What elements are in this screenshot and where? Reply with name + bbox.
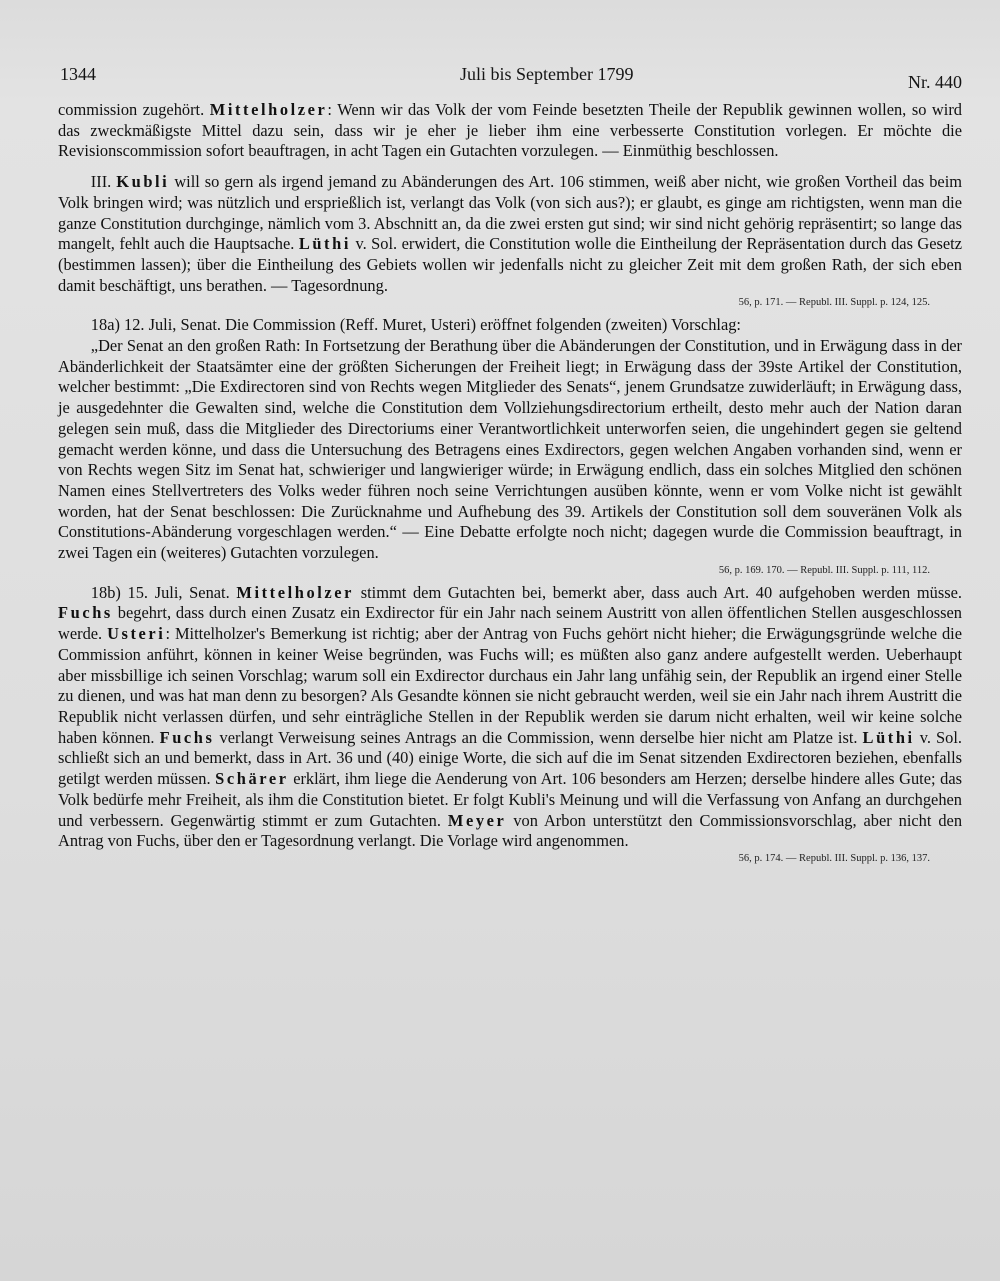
speaker-name: Fuchs bbox=[159, 727, 215, 747]
running-title: Juli bis September 1799 bbox=[460, 64, 634, 84]
page-header bbox=[52, 60, 962, 90]
speaker-name: Mittelholzer bbox=[236, 582, 355, 602]
paragraph-18a-heading: 18a) 12. Juli, Senat. Die Commission (Reff. Muret, Usteri) eröffnet folgenden (zweiten) Vorschlag: bbox=[90, 315, 741, 335]
paragraph-senate-proposal: „Der Senat an den großen Rath: In Fortsetzung der Berathung über die Abänderungen der Constitution, und in Erwägung dass in der Abänderlichkeit der Staatsämter eine der größten Sicherungen der Freiheit liegt; in Erwägung dass der 39ste Artikel der Constitution, welcher bestimmt: „Die Exdirectoren sind von Rechts wegen Mitglieder des Senats“, jenem Grundsatze zuwiderläuft; in Erwägung dass, je ausgedehnter die Gewalten sind, welche die Constitution dem Vollziehungsdirectorium ertheilt, desto mehr auch der Nation daran gelegen sein muß, dass die Mitglieder des Directoriums einer Verantwortlichkeit unterworfen seien, die ungehindert gegen sie geltend gemacht werden könne, und dass die Untersuchung des Betragens eines Exdirectors, gegen welchen Angaben vorhanden sind, wenn er von Rechts wegen Sitz im Senat hat, schwieriger und langwieriger würde; in Erwägung endlich, dass ein solches Mitglied den schönen Namen eines Stellvertreters des Volks weder führen noch seine Verrichtungen ausüben könnte, wenn er vom Volke nicht ist gewählt worden, hat der Senat beschlossen: Die Zurücknahme und Aufhebung des 39. Artikels der Constitution soll dem souveränen Volk als Constitutions-Abänderung vorgeschlagen werden.“ — Eine Debatte erfolgte noch nicht; dagegen wurde die Commission beauftragt, in zwei Tagen ein (weiteres) Gutachten vorzulegen. bbox=[58, 336, 962, 563]
paragraph-section-iii: III. Kubli will so gern als irgend jemand zu Abänderungen des Art. 106 stimmen, weiß aber nicht, wie großen Vortheil das beim Volk bringen wird; was nützlich und ersprießlich ist, verlangt das Volk (von sich aus?); er glaubt, es ginge am richtigsten, wenn man die ganze Constitution durchginge, nämlich vom 3. Abschnitt an, da die zwei ersten gut sind; wir sind nicht gehörig repräsentirt; so lange das mangelt, fehlt auch die Hauptsache. Lüthi v. Sol. erwidert, die Constitution wolle die Eintheilung der Repräsentation durch das Gesetz (bestimmen lassen); über die Eintheilung des Gebiets wollen wir jedenfalls nicht zu gleicher Zeit mit dem großen Rath, der sich eben damit beschäftigt, uns berathen. — Tagesordnung. bbox=[58, 172, 963, 295]
page-number: 1344 bbox=[60, 64, 96, 84]
document-number: Nr. 440 bbox=[908, 72, 962, 92]
paragraph-commission: commission zugehört. Mittelholzer: Wenn wir das Volk der vom Feinde besetzten Theile der Republik gewinnen wollen, so wird das zweckmäßigste Mittel dazu sein, dass wir je eher je lieber ihm eine verbesserte Constitution vorlegen. Er möchte die Revisionscommission sofort beauftragen, in acht Tagen ein Gutachten vorzulegen. — Einmüthig beschlossen. bbox=[58, 100, 962, 161]
speaker-name: Kubli bbox=[116, 172, 170, 192]
speaker-name: Usteri bbox=[107, 624, 166, 644]
source-reference: 56, p. 169. 170. — Republ. III. Suppl. p. 111, 112. bbox=[718, 564, 930, 576]
source-reference: 56, p. 174. — Republ. III. Suppl. p. 136, 137. bbox=[738, 852, 930, 864]
speaker-name: Mittelholzer bbox=[209, 100, 328, 119]
page-body bbox=[58, 100, 962, 871]
speaker-name: Meyer bbox=[447, 810, 507, 830]
source-reference: 56, p. 171. — Republ. III. Suppl. p. 124, 125. bbox=[738, 297, 930, 309]
speaker-name: Fuchs bbox=[58, 603, 113, 623]
speaker-name: Schärer bbox=[215, 769, 289, 789]
speaker-name: Lüthi bbox=[862, 727, 915, 747]
paragraph-18b: 18b) 15. Juli, Senat. Mittelholzer stimmt dem Gutachten bei, bemerkt aber, dass auch Art. 40 aufgehoben werden müsse. Fuchs begehrt, dass durch einen Zusatz ein Exdirector für ein Jahr nach seinem Austritt von allen öffentlichen Stellen ausgeschlossen werde. Usteri: Mittelholzer's Bemerkung ist richtig; aber der Antrag von Fuchs gehört nicht hieher; die Erwägungsgründe welche die Commission anführt, können in keiner Weise begründen, was Fuchs will; es müßten also ganz andere aufgestellt werden. Ueberhaupt aber missbillige ich seinen Vorschlag; warum soll ein Exdirector durchaus ein Jahr lang unfähig sein, der Republik an irgend einer Stelle zu dienen, und was hat man denn zu besorgen? Als Gesandte können sie nicht gebraucht werden, weil sie ein Jahr nach ihrem Austritt die Republik nicht verlassen dürfen, und sehr einträgliche Stellen in der Republik werden sie darum nicht erhalten, weil wir keine solche haben können. Fuchs verlangt Verweisung seines Antrags an die Commission, wenn derselbe hier nicht am Platze ist. Lüthi v. Sol. schließt sich an und bemerkt, dass in Art. 36 und (40) einige Worte, die sich auf die im Senat sitzenden Exdirectoren beziehen, ebenfalls getilgt werden müssen. Schärer erklärt, ihm liege die Aenderung von Art. 106 besonders am Herzen; derselbe hindere alles Gute; das Volk bedürfe mehr Freiheit, als ihm die Constitution bietet. Er folgt Kubli's Meinung und will die Verfassung von Anfang an durchgehen und verbessern. Gegenwärtig stimmt er zum Gutachten. Meyer von Arbon unterstützt den Commissionsvorschlag, aber nicht den Antrag von Fuchs, über den er Tagesordnung verlangt. Die Vorlage wird angenommen. bbox=[58, 582, 963, 851]
speaker-name: Lüthi bbox=[298, 234, 351, 254]
